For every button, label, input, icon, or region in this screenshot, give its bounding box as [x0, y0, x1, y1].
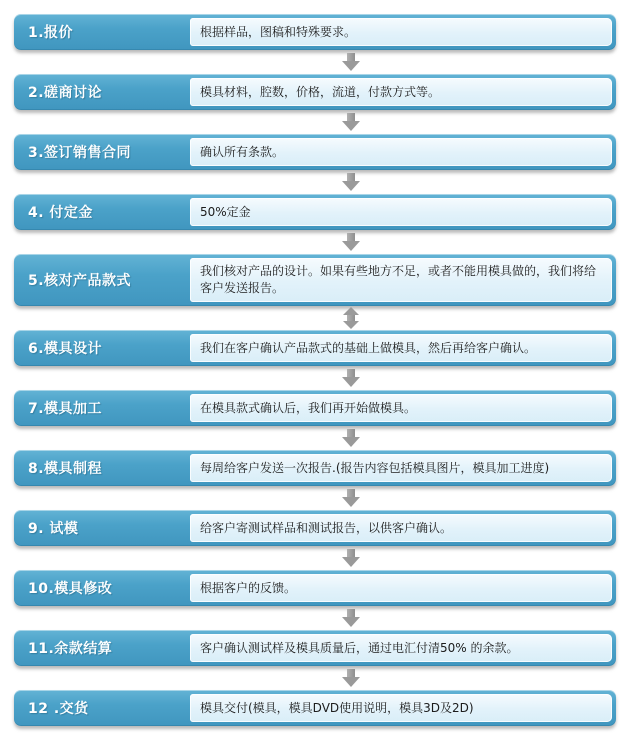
flow-connector: [14, 50, 630, 74]
flow-connector: [14, 486, 630, 510]
flow-connector: [14, 606, 630, 630]
step-label: 12 .交货: [28, 701, 89, 717]
down-arrow-icon: [342, 429, 360, 447]
step-description: 模具交付(模具，模具DVD使用说明，模具3D及2D): [190, 694, 612, 722]
flow-step-row: [14, 330, 616, 366]
step-label: 11.余款结算: [28, 641, 113, 657]
down-arrow-icon: [342, 609, 360, 627]
down-arrow-icon: [342, 369, 360, 387]
step-label: 10.模具修改: [28, 581, 113, 597]
step-description: 模具材料，腔数，价格，流道，付款方式等。: [190, 78, 612, 106]
flow-step-row: [14, 630, 616, 666]
flow-step-row: [14, 450, 616, 486]
step-description: 根据客户的反馈。: [190, 574, 612, 602]
step-description: 我们核对产品的设计。如果有些地方不足，或者不能用模具做的，我们将给客户发送报告。: [190, 258, 612, 302]
step-description: 每周给客户发送一次报告.(报告内容包括模具图片，模具加工进度): [190, 454, 612, 482]
step-description: 50%定金: [190, 198, 612, 226]
step-label: 4. 付定金: [28, 205, 93, 221]
down-arrow-icon: [342, 489, 360, 507]
flow-step-row: [14, 510, 616, 546]
flow-step-row: [14, 14, 616, 50]
step-description: 我们在客户确认产品款式的基础上做模具，然后再给客户确认。: [190, 334, 612, 362]
down-arrow-icon: [342, 113, 360, 131]
down-arrow-icon: [342, 233, 360, 251]
step-label: 6.模具设计: [28, 341, 103, 357]
down-arrow-icon: [342, 669, 360, 687]
step-label: 9. 试模: [28, 521, 79, 537]
step-label: 7.模具加工: [28, 401, 103, 417]
flow-connector: [14, 170, 630, 194]
step-description: 客户确认测试样及模具质量后，通过电汇付清50% 的余款。: [190, 634, 612, 662]
step-description: 根据样品，图稿和特殊要求。: [190, 18, 612, 46]
flow-connector: [14, 546, 630, 570]
step-label: 8.模具制程: [28, 461, 103, 477]
flow-connector: [14, 666, 630, 690]
flow-step-row: [14, 254, 616, 306]
step-description: 给客户寄测试样品和测试报告，以供客户确认。: [190, 514, 612, 542]
flow-step-row: [14, 570, 616, 606]
step-label: 5.核对产品款式: [28, 273, 132, 289]
up-down-arrow-icon: [342, 307, 360, 329]
step-label: 2.磋商讨论: [28, 85, 103, 101]
step-description: 在模具款式确认后，我们再开始做模具。: [190, 394, 612, 422]
down-arrow-icon: [342, 53, 360, 71]
flow-step-row: [14, 690, 616, 726]
step-label: 3.签订销售合同: [28, 145, 132, 161]
flow-step-row: [14, 194, 616, 230]
down-arrow-icon: [342, 173, 360, 191]
flow-step-row: [14, 134, 616, 170]
step-label: 1.报价: [28, 25, 74, 41]
flow-connector: [14, 110, 630, 134]
flow-connector: [14, 366, 630, 390]
down-arrow-icon: [342, 549, 360, 567]
flow-connector: [14, 230, 630, 254]
flow-connector: [14, 426, 630, 450]
flow-step-row: [14, 390, 616, 426]
flow-step-row: [14, 74, 616, 110]
step-description: 确认所有条款。: [190, 138, 612, 166]
flow-connector: [14, 306, 630, 330]
